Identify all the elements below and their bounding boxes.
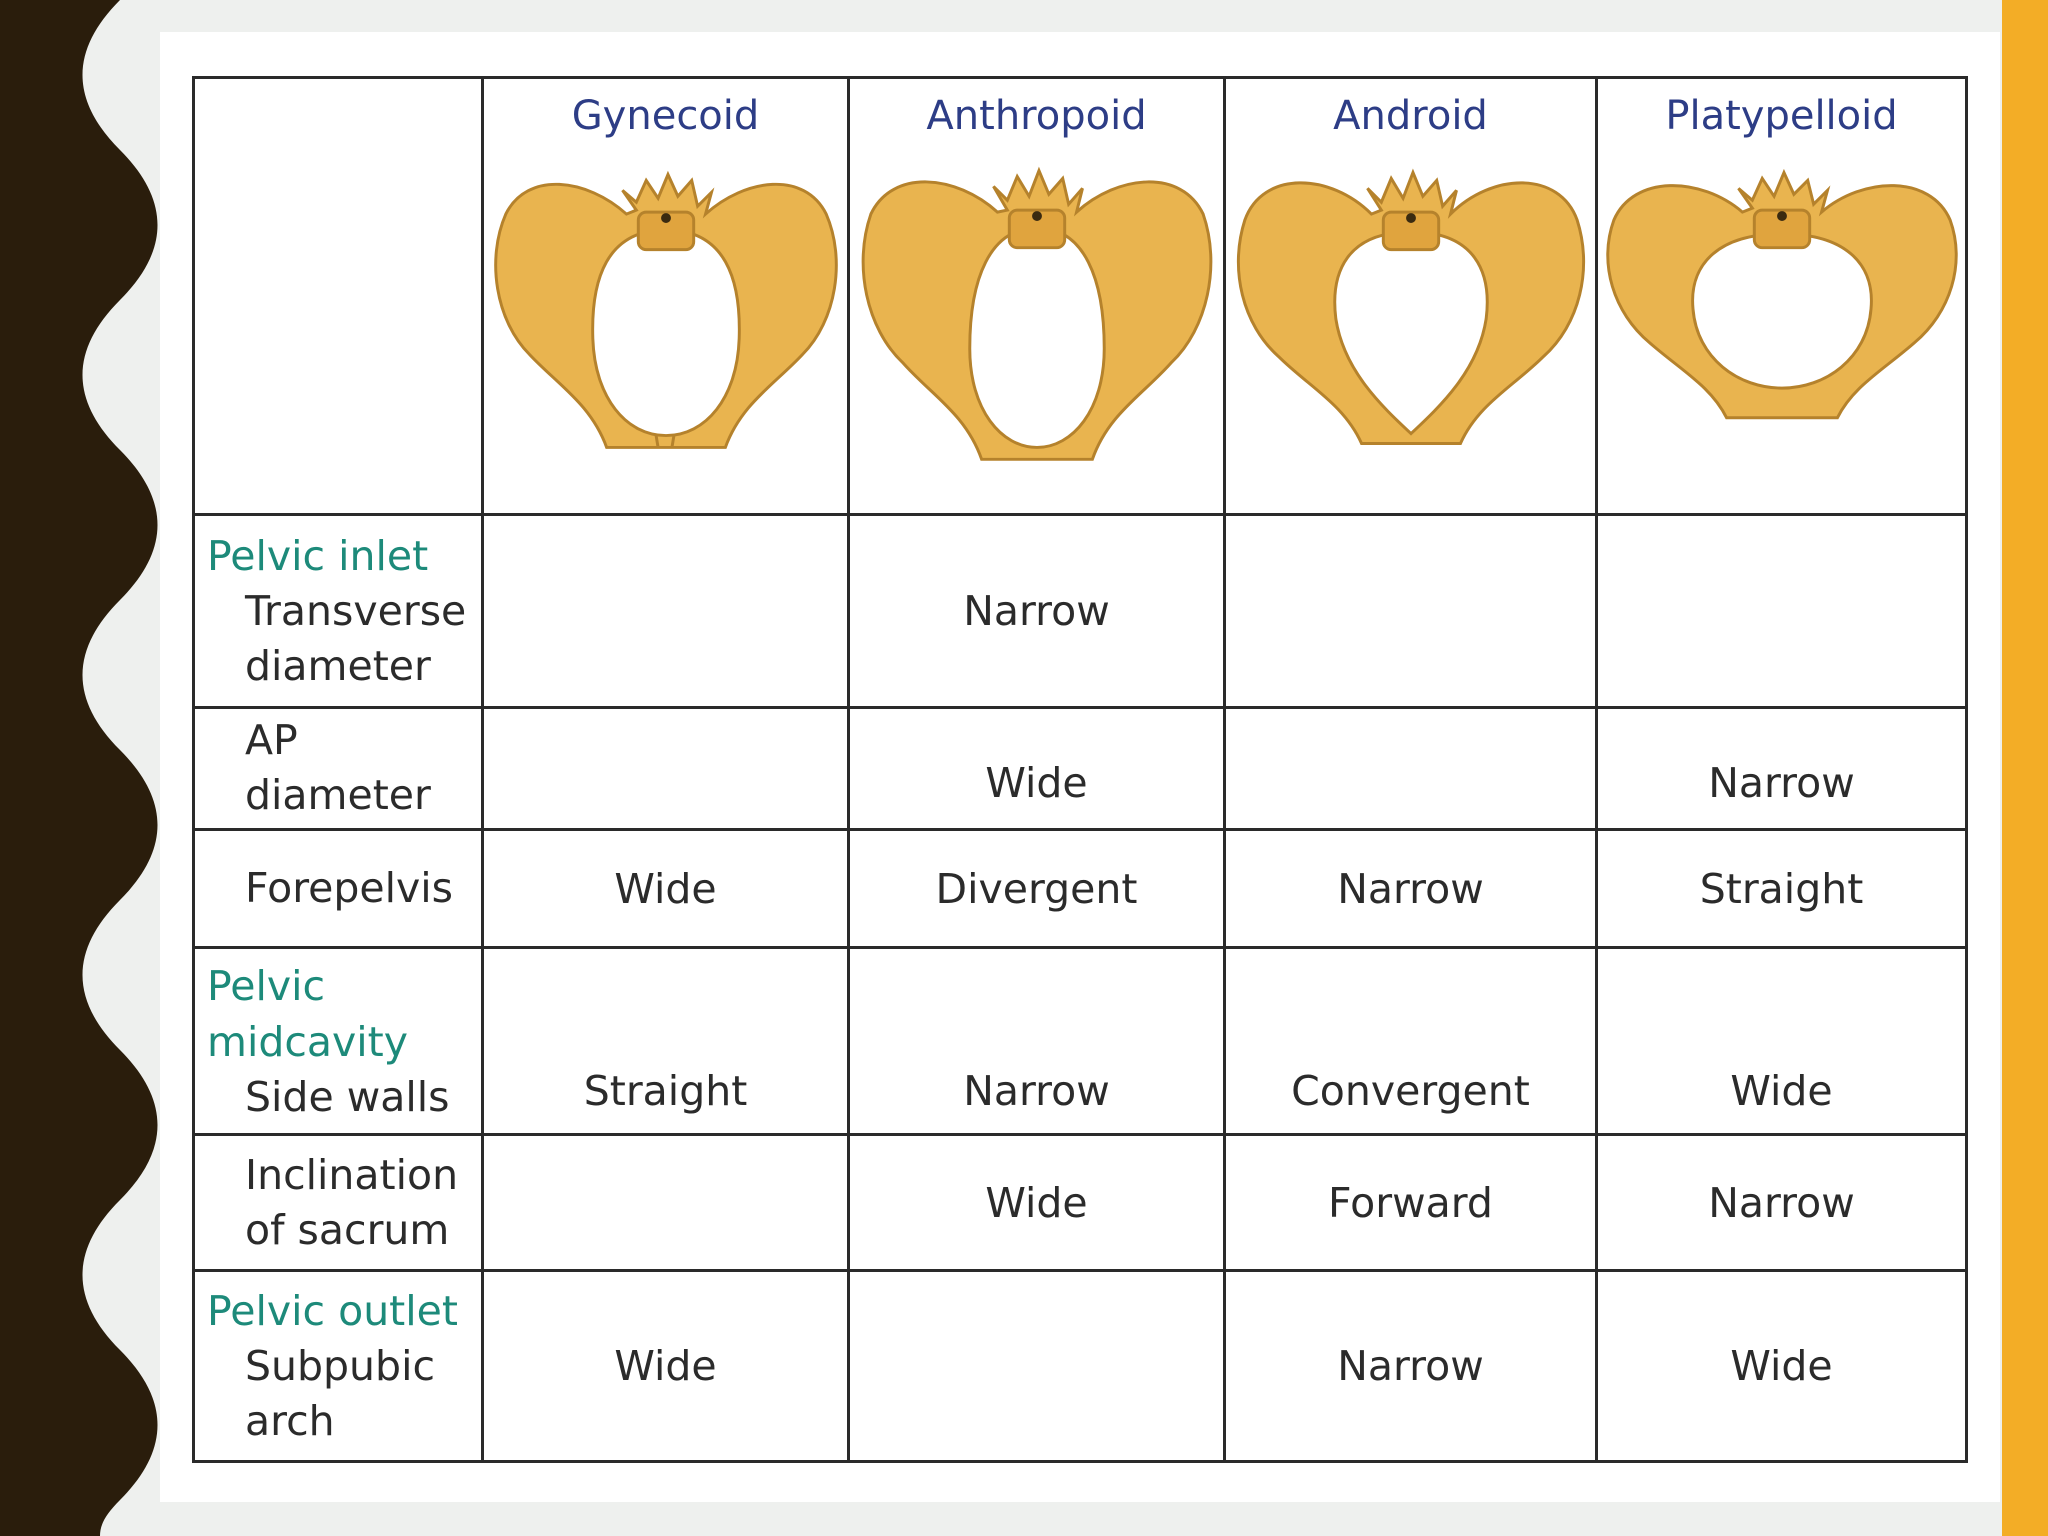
row-label-line: of sacrum [245, 1205, 450, 1254]
table-cell [849, 1135, 1225, 1271]
table-cell [849, 830, 1225, 948]
pelvis-types-table [192, 76, 1968, 1463]
table-cell [849, 707, 1225, 829]
wavy-left-border [0, 0, 170, 1536]
table-row [194, 707, 1967, 829]
right-accent-strip [2002, 0, 2048, 1536]
row-label-line: Forepelvis [245, 864, 454, 913]
table-cell [849, 1271, 1225, 1462]
table-cell [1597, 515, 1967, 708]
cell-value: Wide [985, 1178, 1088, 1227]
table-cell [483, 515, 849, 708]
cell-value: Wide [614, 864, 717, 913]
android-pelvis-icon [1233, 149, 1589, 469]
gynecoid-pelvis-icon [488, 149, 844, 469]
row-label-ap-diameter [194, 707, 483, 829]
column-header-platypelloid [1597, 78, 1967, 515]
column-title: Platypelloid [1665, 93, 1898, 139]
cell-value: Narrow [1708, 759, 1855, 808]
cell-value: Straight [583, 1067, 748, 1115]
table-cell [1225, 707, 1597, 829]
row-label-side-walls [194, 948, 483, 1135]
table-cell [1597, 948, 1967, 1135]
cell-value: Divergent [935, 864, 1138, 913]
row-label-line: arch [245, 1397, 335, 1446]
section-title-pelvic-outlet: Pelvic outlet [207, 1287, 458, 1336]
cell-value: Convergent [1291, 1067, 1530, 1115]
section-title-pelvic-inlet: Pelvic inlet [207, 532, 429, 581]
table-cell [1225, 1271, 1597, 1462]
corner-cell [194, 78, 483, 515]
row-label-forepelvis [194, 830, 483, 948]
cell-value: Narrow [1708, 1178, 1855, 1227]
table-cell [1597, 1135, 1967, 1271]
cell-value: Forward [1328, 1178, 1493, 1227]
row-label-subpubic-arch [194, 1271, 483, 1462]
table-cell [483, 1271, 849, 1462]
table-cell [849, 515, 1225, 708]
cell-value: Straight [1699, 864, 1864, 913]
table-cell [483, 948, 849, 1135]
cell-value: Narrow [1337, 864, 1484, 913]
table-cell [483, 830, 849, 948]
table-row [194, 948, 1967, 1135]
column-title: Anthropoid [926, 93, 1147, 139]
cell-value: Narrow [963, 587, 1110, 636]
header-row [194, 78, 1967, 515]
cell-value: Wide [985, 759, 1088, 808]
column-title: Gynecoid [571, 93, 760, 139]
table-row [194, 1271, 1967, 1462]
row-label-line: Transverse [245, 587, 467, 636]
anthropoid-pelvis-icon [859, 149, 1215, 469]
column-title: Android [1333, 93, 1488, 139]
row-label-line: Side walls [245, 1072, 450, 1121]
table-row [194, 830, 1967, 948]
cell-value: Wide [1730, 1342, 1833, 1391]
table-cell [483, 1135, 849, 1271]
column-header-android [1225, 78, 1597, 515]
table-cell [483, 707, 849, 829]
table-cell [1225, 1135, 1597, 1271]
table-cell [1225, 515, 1597, 708]
row-label-transverse-diameter [194, 515, 483, 708]
platypelloid-pelvis-icon [1604, 149, 1960, 469]
table-row [194, 515, 1967, 708]
table-cell [849, 948, 1225, 1135]
table-cell [1597, 830, 1967, 948]
row-label-line: Subpubic [245, 1342, 436, 1391]
table-row [194, 1135, 1967, 1271]
cell-value: Narrow [963, 1067, 1110, 1115]
row-label-line: AP diameter [245, 716, 431, 820]
cell-value: Wide [614, 1342, 717, 1391]
table-cell [1225, 830, 1597, 948]
table-cell [1597, 1271, 1967, 1462]
table-cell [1597, 707, 1967, 829]
row-label-line: Inclination [245, 1150, 459, 1199]
column-header-gynecoid [483, 78, 849, 515]
cell-value: Wide [1730, 1067, 1833, 1115]
cell-value: Narrow [1337, 1342, 1484, 1391]
table-cell [1225, 948, 1597, 1135]
row-label-line: diameter [245, 642, 431, 691]
row-label-inclination-of-sacrum [194, 1135, 483, 1271]
section-title-pelvic-midcavity: Pelvic [207, 961, 326, 1010]
section-title-pelvic-midcavity: midcavity [207, 1017, 409, 1066]
column-header-anthropoid [849, 78, 1225, 515]
